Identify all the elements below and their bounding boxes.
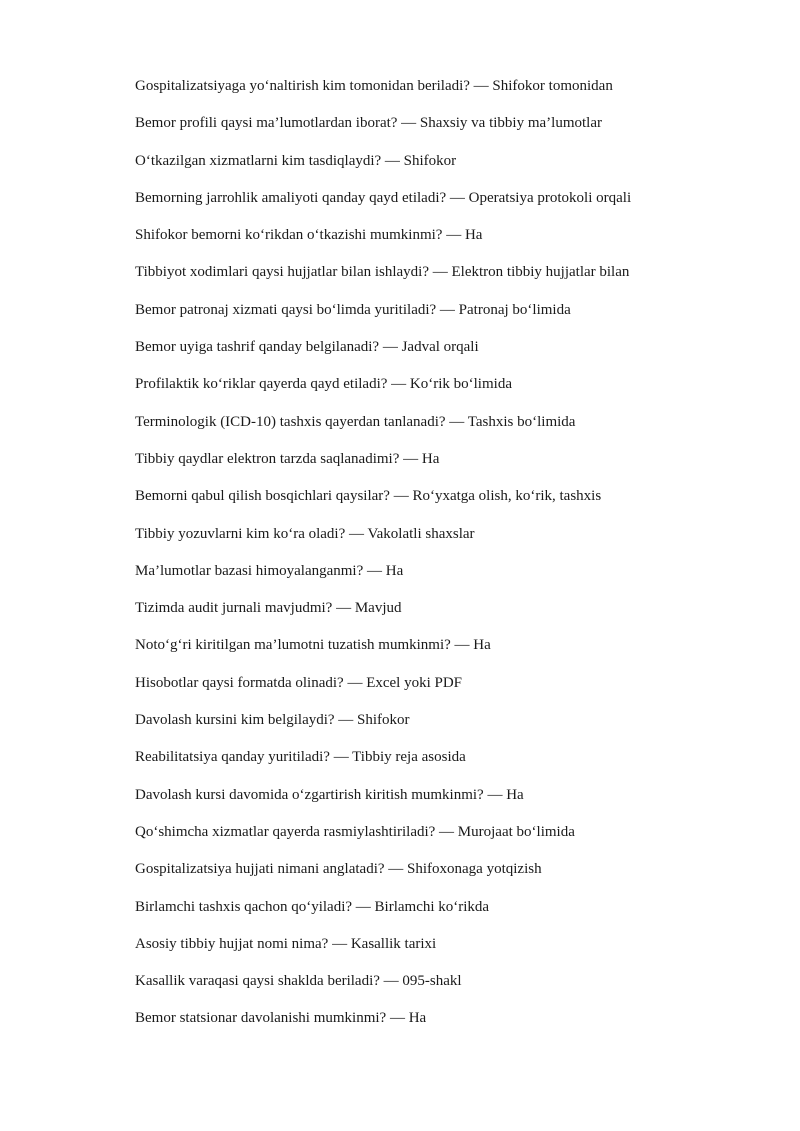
qa-line: Bemorning jarrohlik amaliyoti qanday qayd etiladi? — Operatsiya protokoli orqali — [135, 189, 632, 206]
qa-line: Reabilitatsiya qanday yuritiladi? — Tibbiy reja asosida — [135, 749, 466, 766]
qa-line: Birlamchi tashxis qachon qo‘yiladi? — Birlamchi ko‘rikda — [135, 898, 490, 915]
qa-line: Bemor profili qaysi ma’lumotlardan iborat? — Shaxsiy va tibbiy ma’lumotlar — [135, 115, 602, 132]
qa-line: Shifokor bemorni ko‘rikdan o‘tkazishi mumkinmi? — Ha — [135, 227, 483, 244]
qa-line: Davolash kursi davomida o‘zgartirish kiritish mumkinmi? — Ha — [135, 786, 524, 803]
qa-line: Tizimda audit jurnali mavjudmi? — Mavjud — [135, 600, 402, 617]
qa-line: Qo‘shimcha xizmatlar qayerda rasmiylashtiriladi? — Murojaat bo‘limida — [135, 823, 575, 840]
qa-line: Profilaktik ko‘riklar qayerda qayd etiladi? — Ko‘rik bo‘limida — [135, 376, 512, 393]
qa-line: Noto‘g‘ri kiritilgan ma’lumotni tuzatish mumkinmi? — Ha — [135, 637, 491, 654]
qa-line: Ma’lumotlar bazasi himoyalanganmi? — Ha — [135, 562, 404, 579]
qa-list — [135, 76, 735, 1046]
qa-line: Bemorni qabul qilish bosqichlari qaysilar? — Ro‘yxatga olish, ko‘rik, tashxis — [135, 488, 602, 505]
qa-line: Kasallik varaqasi qaysi shaklda beriladi? — 095-shakl — [135, 973, 462, 990]
qa-line: Bemor patronaj xizmati qaysi bo‘limda yuritiladi? — Patronaj bo‘limida — [135, 301, 571, 318]
qa-line: Asosiy tibbiy hujjat nomi nima? — Kasallik tarixi — [135, 935, 437, 952]
qa-line: Bemor statsionar davolanishi mumkinmi? — Ha — [135, 1010, 427, 1027]
qa-line: Tibbiy qaydlar elektron tarzda saqlanadimi? — Ha — [135, 450, 440, 467]
qa-line: Tibbiyot xodimlari qaysi hujjatlar bilan ishlaydi? — Elektron tibbiy hujjatlar bilan — [135, 264, 630, 281]
qa-line: Hisobotlar qaysi formatda olinadi? — Excel yoki PDF — [135, 674, 463, 691]
qa-line: Tibbiy yozuvlarni kim ko‘ra oladi? — Vakolatli shaxslar — [135, 525, 475, 542]
qa-line: Gospitalizatsiyaga yo‘naltirish kim tomonidan beriladi? — Shifokor tomonidan — [135, 78, 613, 94]
qa-line: Terminologik (ICD-10) tashxis qayerdan tanlanadi? — Tashxis bo‘limida — [135, 413, 576, 430]
qa-line: Gospitalizatsiya hujjati nimani anglatadi? — Shifoxonaga yotqizish — [135, 861, 542, 878]
qa-line: Davolash kursini kim belgilaydi? — Shifokor — [135, 712, 410, 729]
qa-line: Bemor uyiga tashrif qanday belgilanadi? — Jadval orqali — [135, 339, 479, 356]
qa-line: O‘tkazilgan xizmatlarni kim tasdiqlaydi? — Shifokor — [135, 152, 457, 169]
